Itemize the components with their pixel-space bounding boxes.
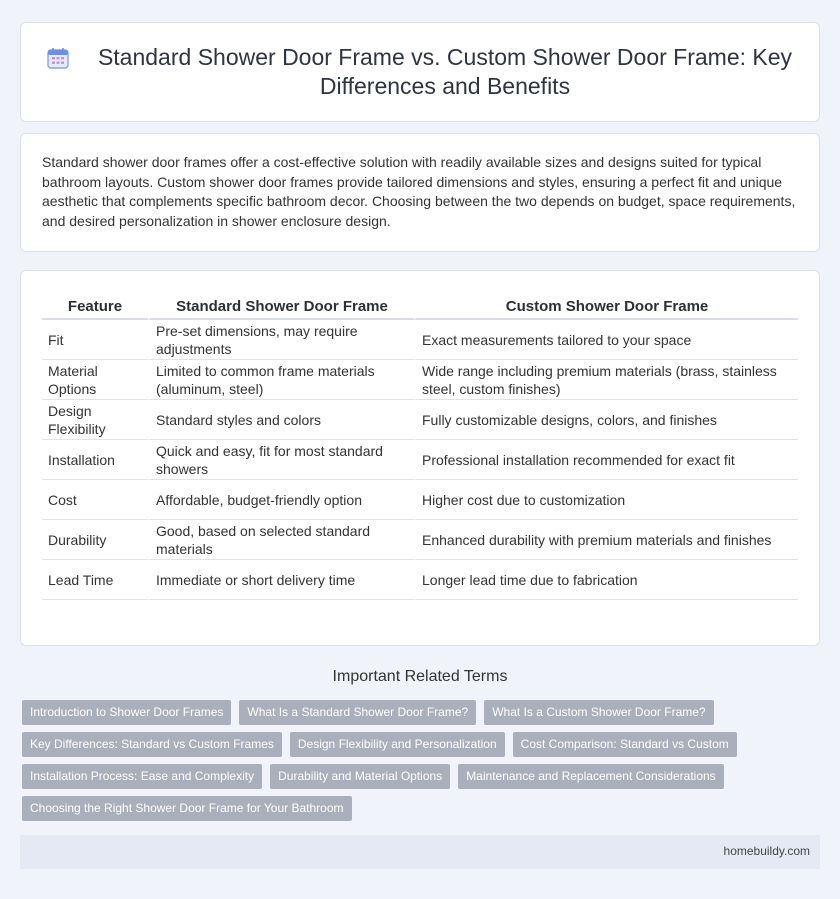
header-standard: Standard Shower Door Frame <box>148 295 414 320</box>
related-term-link[interactable]: Installation Process: Ease and Complexity <box>22 764 262 789</box>
feature-cell: Installation <box>42 440 148 480</box>
table-row <box>42 320 798 360</box>
standard-cell: Standard styles and colors <box>148 400 414 440</box>
header-feature: Feature <box>42 295 148 320</box>
custom-cell: Higher cost due to customization <box>414 480 798 520</box>
comparison-table <box>42 295 798 600</box>
related-term-link[interactable]: Cost Comparison: Standard vs Custom <box>513 732 737 757</box>
footer <box>20 835 820 869</box>
related-term-link[interactable]: Introduction to Shower Door Frames <box>22 700 231 725</box>
table-row <box>42 560 798 600</box>
table-row <box>42 360 798 400</box>
calendar-icon <box>47 47 69 69</box>
standard-cell: Affordable, budget-friendly option <box>148 480 414 520</box>
related-terms-list <box>22 700 812 821</box>
feature-cell: Lead Time <box>42 560 148 600</box>
footer-site-link[interactable]: homebuildy.com <box>723 844 810 858</box>
table-row <box>42 480 798 520</box>
custom-cell: Wide range including premium materials (brass, stainless steel, custom finishes) <box>414 360 798 400</box>
custom-cell: Fully customizable designs, colors, and finishes <box>414 400 798 440</box>
custom-cell: Professional installation recommended for exact fit <box>414 440 798 480</box>
feature-cell: Material Options <box>42 360 148 400</box>
feature-cell: Fit <box>42 320 148 360</box>
table-row <box>42 440 798 480</box>
related-term-link[interactable]: What Is a Custom Shower Door Frame? <box>484 700 713 725</box>
standard-cell: Immediate or short delivery time <box>148 560 414 600</box>
feature-cell: Durability <box>42 520 148 560</box>
custom-cell: Enhanced durability with premium materials and finishes <box>414 520 798 560</box>
standard-cell: Pre-set dimensions, may require adjustments <box>148 320 414 360</box>
related-term-link[interactable]: Key Differences: Standard vs Custom Frames <box>22 732 282 757</box>
intro-card <box>20 133 820 252</box>
feature-cell: Design Flexibility <box>42 400 148 440</box>
intro-paragraph: Standard shower door frames offer a cost-effective solution with readily available sizes and designs suited for typical bathroom layouts. Custom shower door frames provide tailored dimensions and styles, ensuring a perfect fit and unique aesthetic that complements specific bathroom decor. Choosing between the two depends on budget, space requirements, and desired personalization in shower enclosure design. <box>42 154 796 229</box>
standard-cell: Good, based on selected standard materials <box>148 520 414 560</box>
title-card <box>20 22 820 122</box>
standard-cell: Quick and easy, fit for most standard showers <box>148 440 414 480</box>
table-row <box>42 400 798 440</box>
related-term-link[interactable]: Durability and Material Options <box>270 764 450 789</box>
related-term-link[interactable]: Maintenance and Replacement Considerations <box>458 764 724 789</box>
comparison-table-card <box>20 270 820 646</box>
custom-cell: Longer lead time due to fabrication <box>414 560 798 600</box>
related-term-link[interactable]: Choosing the Right Shower Door Frame for Your Bathroom <box>22 796 352 821</box>
table-row <box>42 520 798 560</box>
related-term-link[interactable]: Design Flexibility and Personalization <box>290 732 505 757</box>
custom-cell: Exact measurements tailored to your space <box>414 320 798 360</box>
standard-cell: Limited to common frame materials (aluminum, steel) <box>148 360 414 400</box>
page-title: Standard Shower Door Frame vs. Custom Shower Door Frame: Key Differences and Benefits <box>97 44 793 99</box>
related-term-link[interactable]: What Is a Standard Shower Door Frame? <box>239 700 476 725</box>
feature-cell: Cost <box>42 480 148 520</box>
header-custom: Custom Shower Door Frame <box>414 295 798 320</box>
table-header-row <box>42 295 798 320</box>
related-terms-title: Important Related Terms <box>332 668 508 685</box>
